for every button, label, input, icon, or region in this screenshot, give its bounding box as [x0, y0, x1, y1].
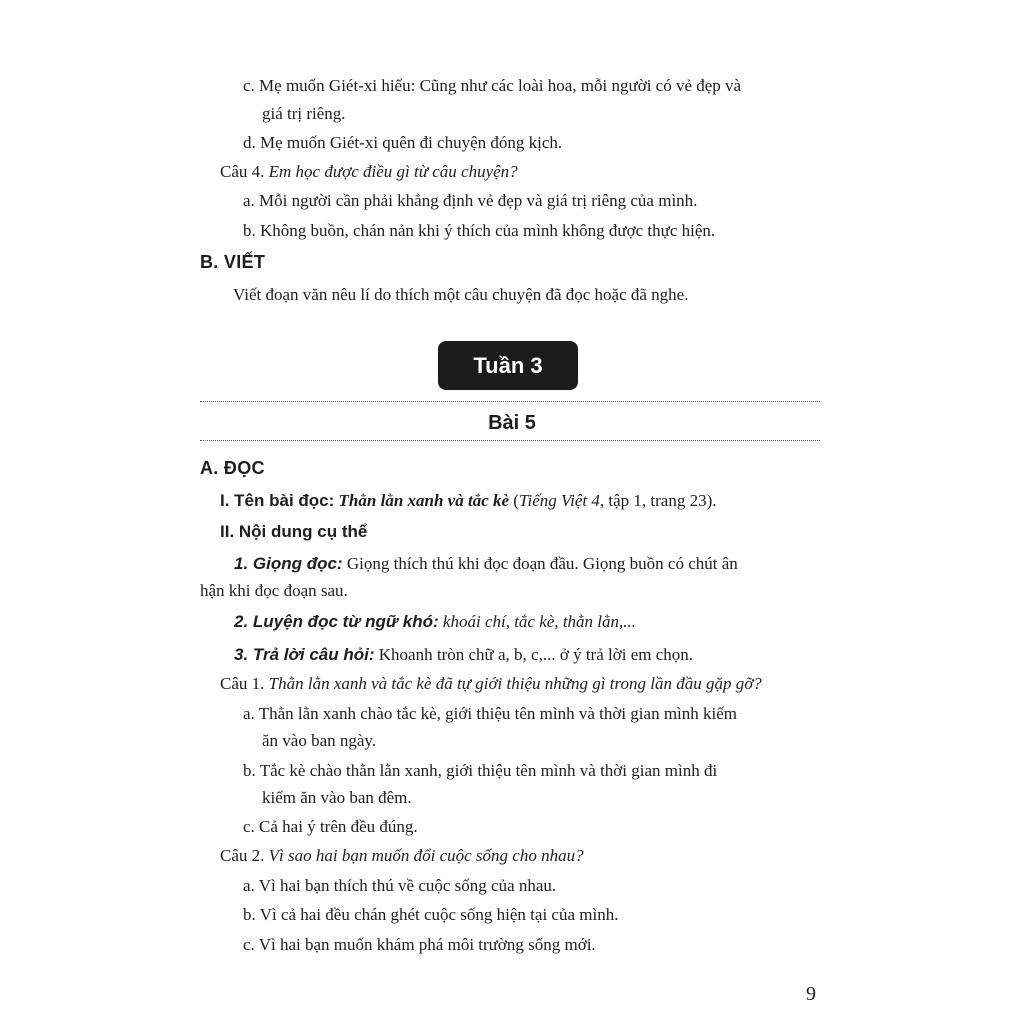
q1-option-b-line1: b. Tắc kè chào thằn lằn xanh, giới thiệu tên mình và thời gian mình đi: [243, 761, 718, 780]
q3-option-c-line2: giá trị riêng.: [262, 104, 346, 123]
reading-ref-open: (: [509, 491, 519, 510]
hard-words-text: khoái chí, tắc kè, thằn lằn,...: [438, 612, 637, 631]
q4-option-b: b. Không buồn, chán nản khi ý thích của mình không được thực hiện.: [243, 221, 716, 240]
q2-option-c: c. Vì hai bạn muốn khám phá môi trường sống mới.: [243, 935, 596, 954]
question-2-text: Vì sao hai bạn muốn đổi cuộc sống cho nhau?: [268, 846, 584, 865]
q1-option-a-line2: ăn vào ban ngày.: [262, 731, 377, 750]
q1-option-c: c. Cả hai ý trên đều đúng.: [243, 817, 418, 836]
answer-instruction-line: [234, 644, 693, 666]
reading-ref-rest: , tập 1, trang 23).: [599, 491, 717, 510]
q4-option-a: a. Mỗi người cần phải khẳng định vẻ đẹp và giá trị riêng của mình.: [243, 191, 698, 210]
section-b-text: Viết đoạn văn nêu lí do thích một câu chuyện đã đọc hoặc đã nghe.: [233, 285, 689, 304]
divider-bottom: [200, 440, 820, 441]
q1-option-b-line2: kiếm ăn vào ban đêm.: [262, 788, 412, 807]
question-1: [220, 673, 762, 695]
hard-words-line: [234, 611, 636, 633]
q1-option-a-line1: a. Thằn lằn xanh chào tắc kè, giới thiệu tên mình và thời gian mình kiếm: [243, 704, 738, 723]
question-2-label: Câu 2.: [220, 846, 265, 865]
question-4-text: Em học được điều gì từ câu chuyện?: [268, 162, 518, 181]
voice-label: 1. Giọng đọc:: [234, 554, 343, 573]
page-number: 9: [806, 983, 816, 1005]
q3-option-d: d. Mẹ muốn Giét-xi quên đi chuyện đóng kịch.: [243, 133, 563, 152]
q2-option-a: a. Vì hai bạn thích thú về cuộc sống của nhau.: [243, 876, 557, 895]
q2-option-b: b. Vì cả hai đều chán ghét cuộc sống hiện tại của mình.: [243, 905, 619, 924]
section-a-heading: A. ĐỌC: [200, 458, 265, 478]
reading-title: Thằn lằn xanh và tắc kè: [338, 491, 510, 510]
question-4: [220, 161, 518, 183]
divider-top: [200, 401, 820, 402]
question-1-label: Câu 1.: [220, 674, 265, 693]
question-1-text: Thằn lằn xanh và tắc kè đã tự giới thiệu những gì trong lần đầu gặp gỡ?: [268, 674, 762, 693]
voice-line2: hận khi đọc đoạn sau.: [200, 581, 348, 600]
q3-option-c-line1: [243, 75, 817, 97]
week-badge: Tuần 3: [438, 341, 578, 390]
hard-words-label: 2. Luyện đọc từ ngữ khó:: [234, 612, 439, 631]
question-2: [220, 845, 584, 867]
reading-ref-book: Tiếng Việt 4: [518, 491, 600, 510]
reading-title-label: I. Tên bài đọc:: [220, 491, 335, 510]
section-b-heading: B. VIẾT: [200, 252, 266, 272]
answer-instruction-text: Khoanh tròn chữ a, b, c,... ở ý trả lời em chọn.: [374, 645, 694, 664]
content-heading: II. Nội dung cụ thể: [220, 522, 368, 541]
q3-option-c-line1-text: c. Mẹ muốn Giét-xi hiểu: Cũng như các loài hoa, mỗi người có vẻ đẹp và: [243, 76, 742, 95]
question-4-label: Câu 4.: [220, 162, 265, 181]
reading-title-line: [220, 490, 716, 512]
voice-line1: [234, 553, 817, 575]
lesson-title: Bài 5: [488, 412, 536, 434]
voice-text: Giọng thích thú khi đọc đoạn đầu. Giọng buồn có chút ân: [342, 554, 738, 573]
answer-instruction-label: 3. Trả lời câu hỏi:: [234, 645, 375, 664]
